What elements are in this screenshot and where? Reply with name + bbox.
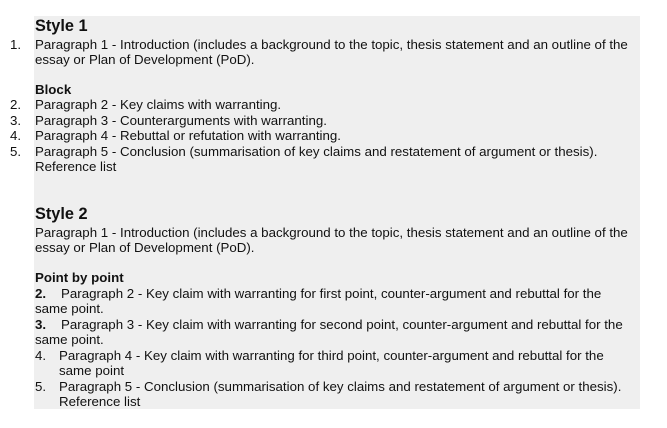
style1-item-text: Paragraph 3 - Counterarguments with warranting. <box>35 113 327 128</box>
style2-item-line2: same point. <box>35 301 104 316</box>
style1-reference-list: Reference list <box>35 159 117 174</box>
style1-intro-number: 1. <box>10 37 22 52</box>
style2-intro-line1: Paragraph 1 - Introduction (includes a background to the topic, thesis statement and an outline of the <box>35 225 628 240</box>
style2-item-line2: same point <box>59 363 125 378</box>
style2-item-line1: Paragraph 4 - Key claim with warranting for third point, counter-argument and rebuttal for the <box>59 348 604 363</box>
style2-item-line1: Paragraph 5 - Conclusion (summarisation of key claims and restatement of argument or thesis). <box>59 379 622 394</box>
style1-intro-line2: essay or Plan of Development (PoD). <box>35 52 255 67</box>
style1-heading: Style 1 <box>35 17 88 35</box>
style2-item-number: 4. <box>35 348 47 363</box>
style1-subheading: Block <box>35 82 72 97</box>
style2-item-number: 3. <box>35 317 47 332</box>
style1-item-text: Paragraph 2 - Key claims with warranting. <box>35 97 282 112</box>
style2-item-number: 5. <box>35 379 47 394</box>
style1-item-number: 3. <box>10 113 22 128</box>
style1-item-number: 5. <box>10 144 22 159</box>
style2-item-number: 2. <box>35 286 47 301</box>
style1-item-text: Paragraph 5 - Conclusion (summarisation of key claims and restatement of argument or thesis). <box>35 144 598 159</box>
style2-subheading: Point by point <box>35 270 124 285</box>
style2-heading: Style 2 <box>35 205 88 223</box>
style2-intro-line2: essay or Plan of Development (PoD). <box>35 240 255 255</box>
style1-intro-line1: Paragraph 1 - Introduction (includes a background to the topic, thesis statement and an outline of the <box>35 37 628 52</box>
style2-item-line1: Paragraph 2 - Key claim with warranting for first point, counter-argument and rebuttal for the <box>61 286 602 301</box>
style2-item-line2: same point. <box>35 332 104 347</box>
style1-item-number: 4. <box>10 128 22 143</box>
style1-item-number: 2. <box>10 97 22 112</box>
style1-item-text: Paragraph 4 - Rebuttal or refutation with warranting. <box>35 128 341 143</box>
style2-reference-list: Reference list <box>59 394 141 409</box>
style2-item-line1: Paragraph 3 - Key claim with warranting for second point, counter-argument and rebuttal for the <box>61 317 623 332</box>
